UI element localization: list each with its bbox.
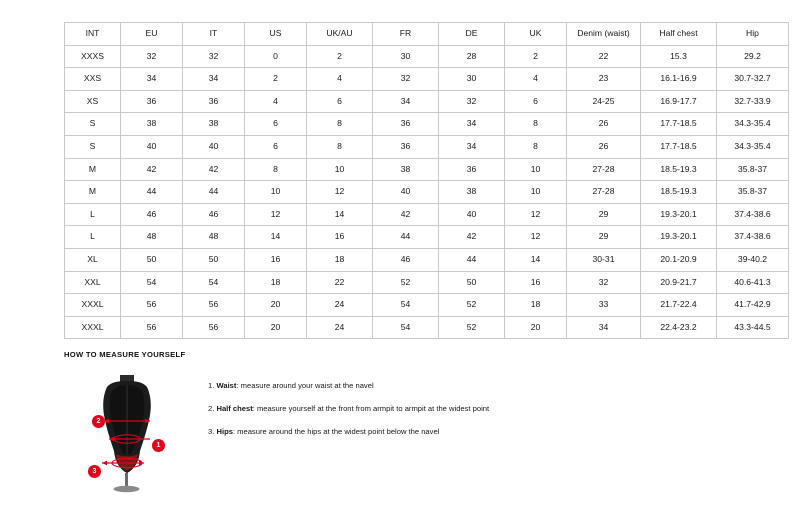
table-cell: 8 [505, 135, 567, 158]
table-cell: 23 [567, 68, 641, 91]
table-cell: 36 [373, 135, 439, 158]
table-cell: 10 [505, 158, 567, 181]
table-cell: 48 [183, 226, 245, 249]
table-cell: 26 [567, 135, 641, 158]
table-cell: 18.5-19.3 [641, 181, 717, 204]
table-cell: 46 [183, 203, 245, 226]
table-cell: 46 [121, 203, 183, 226]
waist-marker-badge: 1 [152, 439, 165, 452]
table-cell: 54 [183, 271, 245, 294]
instruction-number: 3. [208, 426, 215, 436]
table-cell: 44 [373, 226, 439, 249]
table-cell: 20 [245, 316, 307, 339]
table-cell: 0 [245, 45, 307, 68]
table-cell: 22 [307, 271, 373, 294]
table-cell: 4 [245, 90, 307, 113]
table-cell: 20 [245, 294, 307, 317]
table-cell: XXXS [65, 45, 121, 68]
table-row [65, 90, 789, 113]
table-cell: 17.7-18.5 [641, 135, 717, 158]
table-cell: 41.7-42.9 [717, 294, 789, 317]
table-row [65, 203, 789, 226]
table-cell: 50 [439, 271, 505, 294]
table-cell: 20.1-20.9 [641, 248, 717, 271]
table-cell: 14 [505, 248, 567, 271]
table-cell: 54 [373, 316, 439, 339]
table-cell: 16 [245, 248, 307, 271]
table-cell: 8 [307, 135, 373, 158]
table-row [65, 248, 789, 271]
table-cell: 33 [567, 294, 641, 317]
table-cell: 32 [183, 45, 245, 68]
table-cell: 42 [439, 226, 505, 249]
table-column-header: IT [183, 23, 245, 46]
table-cell: 52 [439, 294, 505, 317]
table-cell: 6 [245, 135, 307, 158]
table-cell: 8 [307, 113, 373, 136]
how-to-measure-section [64, 350, 734, 494]
table-cell: XXXL [65, 294, 121, 317]
table-cell: 56 [183, 316, 245, 339]
table-cell: 4 [307, 68, 373, 91]
how-to-measure-body [64, 369, 734, 494]
table-cell: 30.7-32.7 [717, 68, 789, 91]
table-cell: 10 [245, 181, 307, 204]
table-cell: 18.5-19.3 [641, 158, 717, 181]
table-cell: 12 [245, 203, 307, 226]
hips-marker-badge: 3 [88, 465, 101, 478]
table-cell: 42 [121, 158, 183, 181]
table-cell: 44 [439, 248, 505, 271]
table-cell: 15.3 [641, 45, 717, 68]
table-cell: 30 [373, 45, 439, 68]
table-column-header: UK [505, 23, 567, 46]
table-cell: 19.3-20.1 [641, 203, 717, 226]
table-cell: 34 [567, 316, 641, 339]
table-cell: 12 [307, 181, 373, 204]
size-chart [64, 22, 771, 339]
table-cell: 2 [505, 45, 567, 68]
table-cell: 38 [439, 181, 505, 204]
table-cell: 54 [373, 294, 439, 317]
table-cell: 35.8-37 [717, 181, 789, 204]
table-cell: XXL [65, 271, 121, 294]
table-row [65, 113, 789, 136]
measure-instruction [208, 381, 734, 391]
table-column-header: US [245, 23, 307, 46]
table-cell: M [65, 181, 121, 204]
table-cell: 36 [183, 90, 245, 113]
table-cell: 32.7-33.9 [717, 90, 789, 113]
table-cell: 16.1-16.9 [641, 68, 717, 91]
table-cell: 2 [307, 45, 373, 68]
table-cell: 52 [439, 316, 505, 339]
table-cell: 34 [121, 68, 183, 91]
table-cell: 40 [121, 135, 183, 158]
table-column-header: Hip [717, 23, 789, 46]
table-cell: 56 [121, 294, 183, 317]
table-cell: 40.6-41.3 [717, 271, 789, 294]
table-cell: 18 [245, 271, 307, 294]
table-cell: 40 [439, 203, 505, 226]
table-cell: 20.9-21.7 [641, 271, 717, 294]
table-column-header: EU [121, 23, 183, 46]
table-cell: 44 [121, 181, 183, 204]
instruction-term: Hips [216, 426, 233, 436]
table-cell: 34 [439, 113, 505, 136]
table-cell: 16.9-17.7 [641, 90, 717, 113]
table-cell: 32 [373, 68, 439, 91]
how-to-measure-title: HOW TO MEASURE YOURSELF [64, 350, 186, 359]
table-cell: 32 [567, 271, 641, 294]
table-cell: XXS [65, 68, 121, 91]
table-cell: 36 [121, 90, 183, 113]
table-cell: 18 [307, 248, 373, 271]
table-cell: 40 [183, 135, 245, 158]
table-cell: 48 [121, 226, 183, 249]
table-cell: 34 [439, 135, 505, 158]
table-cell: 43.3-44.5 [717, 316, 789, 339]
table-cell: 12 [505, 226, 567, 249]
table-cell: 20 [505, 316, 567, 339]
table-cell: 29 [567, 226, 641, 249]
table-cell: 37.4-38.6 [717, 226, 789, 249]
table-cell: 10 [505, 181, 567, 204]
table-cell: 10 [307, 158, 373, 181]
table-column-header: FR [373, 23, 439, 46]
table-column-header: DE [439, 23, 505, 46]
table-cell: 38 [183, 113, 245, 136]
measure-instruction [208, 404, 734, 414]
table-cell: 6 [245, 113, 307, 136]
table-cell: 46 [373, 248, 439, 271]
table-cell: 34.3-35.4 [717, 135, 789, 158]
table-cell: 34.3-35.4 [717, 113, 789, 136]
table-cell: 29.2 [717, 45, 789, 68]
table-column-header: Half chest [641, 23, 717, 46]
table-cell: 38 [373, 158, 439, 181]
table-cell: 29 [567, 203, 641, 226]
table-cell: 21.7-22.4 [641, 294, 717, 317]
table-cell: 6 [505, 90, 567, 113]
table-cell: XS [65, 90, 121, 113]
table-cell: 52 [373, 271, 439, 294]
table-cell: XXXL [65, 316, 121, 339]
table-cell: 24 [307, 294, 373, 317]
table-column-header: INT [65, 23, 121, 46]
table-cell: 37.4-38.6 [717, 203, 789, 226]
table-cell: L [65, 203, 121, 226]
instruction-text: : measure around your waist at the navel [236, 381, 374, 390]
measure-instruction [208, 427, 734, 437]
table-row [65, 45, 789, 68]
table-cell: 34 [373, 90, 439, 113]
table-cell: 56 [183, 294, 245, 317]
table-cell: 28 [439, 45, 505, 68]
table-cell: 27-28 [567, 158, 641, 181]
table-cell: 30-31 [567, 248, 641, 271]
table-column-header: UK/AU [307, 23, 373, 46]
table-cell: 8 [245, 158, 307, 181]
table-cell: 26 [567, 113, 641, 136]
table-cell: 50 [121, 248, 183, 271]
table-cell: M [65, 158, 121, 181]
table-row [65, 271, 789, 294]
table-cell: 50 [183, 248, 245, 271]
table-cell: 44 [183, 181, 245, 204]
table-cell: 32 [439, 90, 505, 113]
measure-instructions [194, 369, 734, 450]
table-cell: 35.8-37 [717, 158, 789, 181]
mannequin-figure [64, 369, 194, 494]
table-cell: 54 [121, 271, 183, 294]
table-cell: 6 [307, 90, 373, 113]
table-cell: 18 [505, 294, 567, 317]
table-row [65, 68, 789, 91]
table-cell: XL [65, 248, 121, 271]
table-cell: 40 [373, 181, 439, 204]
table-cell: 36 [439, 158, 505, 181]
table-cell: 32 [121, 45, 183, 68]
table-cell: 12 [505, 203, 567, 226]
table-cell: 17.7-18.5 [641, 113, 717, 136]
table-cell: 14 [245, 226, 307, 249]
half-chest-marker-badge: 2 [92, 415, 105, 428]
table-cell: 30 [439, 68, 505, 91]
instruction-number: 1. [208, 381, 215, 390]
table-cell: L [65, 226, 121, 249]
table-row [65, 294, 789, 317]
instruction-term: Half chest [216, 403, 253, 413]
table-header-row [65, 23, 789, 46]
table-cell: 19.3-20.1 [641, 226, 717, 249]
table-row [65, 135, 789, 158]
table-body [65, 45, 789, 339]
table-cell: 4 [505, 68, 567, 91]
table-cell: 27-28 [567, 181, 641, 204]
table-row [65, 316, 789, 339]
table-cell: 39-40.2 [717, 248, 789, 271]
table-cell: 34 [183, 68, 245, 91]
table-cell: 56 [121, 316, 183, 339]
table-cell: 16 [307, 226, 373, 249]
table-cell: 38 [121, 113, 183, 136]
table-cell: 24-25 [567, 90, 641, 113]
table-cell: 2 [245, 68, 307, 91]
instruction-term: Waist [216, 381, 237, 390]
instruction-text: : measure around the hips at the widest point below the navel [232, 426, 440, 436]
table-cell: 42 [373, 203, 439, 226]
table-row [65, 226, 789, 249]
size-table [64, 22, 789, 339]
table-column-header: Denim (waist) [567, 23, 641, 46]
instruction-text: : measure yourself at the front from armpit to armpit at the widest point [252, 403, 490, 413]
table-cell: 42 [183, 158, 245, 181]
table-cell: 22.4-23.2 [641, 316, 717, 339]
table-cell: 24 [307, 316, 373, 339]
table-cell: S [65, 113, 121, 136]
table-cell: 22 [567, 45, 641, 68]
table-cell: S [65, 135, 121, 158]
mannequin-illustration [64, 369, 194, 494]
table-row [65, 181, 789, 204]
instruction-number: 2. [208, 403, 215, 413]
table-cell: 16 [505, 271, 567, 294]
table-cell: 36 [373, 113, 439, 136]
table-row [65, 158, 789, 181]
table-cell: 14 [307, 203, 373, 226]
table-cell: 8 [505, 113, 567, 136]
